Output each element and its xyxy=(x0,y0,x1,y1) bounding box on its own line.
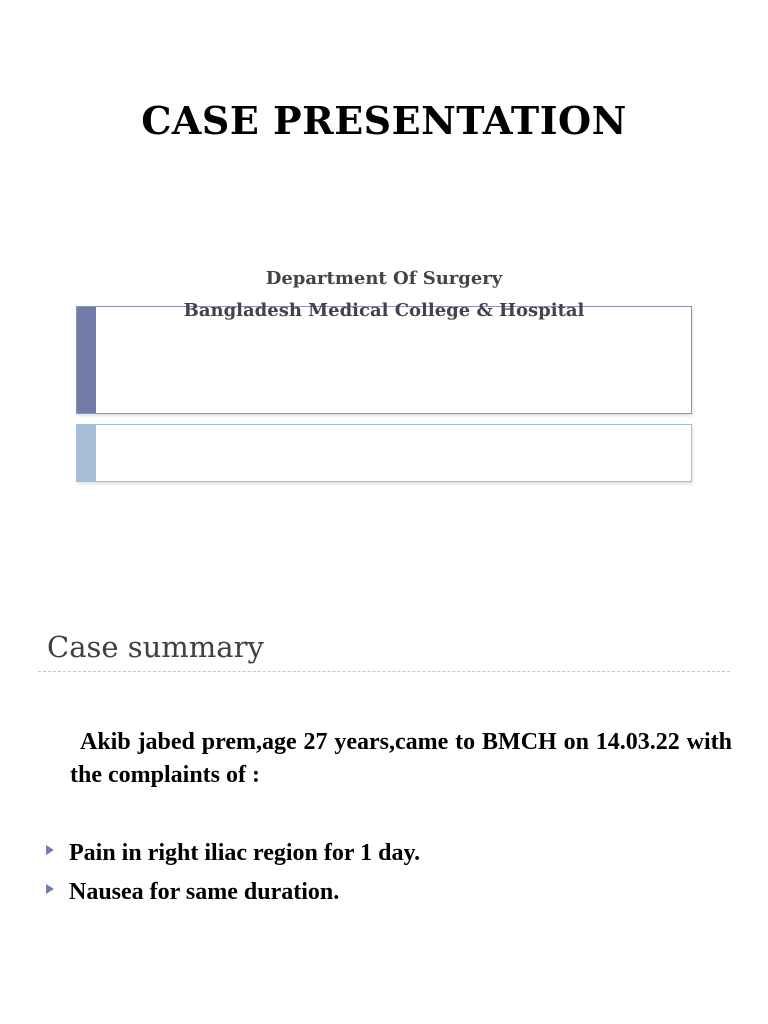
triangle-bullet-icon xyxy=(46,845,54,855)
triangle-bullet-icon xyxy=(46,884,54,894)
department-name: Department Of Surgery xyxy=(265,268,503,289)
case-intro-text: Akib jabed prem,age 27 years,came to BMCH on 14.03.22 with the complaints of : xyxy=(70,729,732,788)
complaint-text: Pain in right iliac region for 1 day. xyxy=(69,840,421,866)
subtitle-box xyxy=(76,306,692,414)
section-title: Case summary xyxy=(47,630,264,664)
secondary-box xyxy=(76,424,692,482)
institution-name: Bangladesh Medical College & Hospital xyxy=(183,300,585,321)
accent-bar-light xyxy=(77,425,96,481)
complaint-text: Nausea for same duration. xyxy=(69,879,340,905)
presentation-title: CASE PRESENTATION xyxy=(141,98,627,143)
accent-bar-dark xyxy=(77,307,96,413)
section-divider xyxy=(38,671,730,672)
